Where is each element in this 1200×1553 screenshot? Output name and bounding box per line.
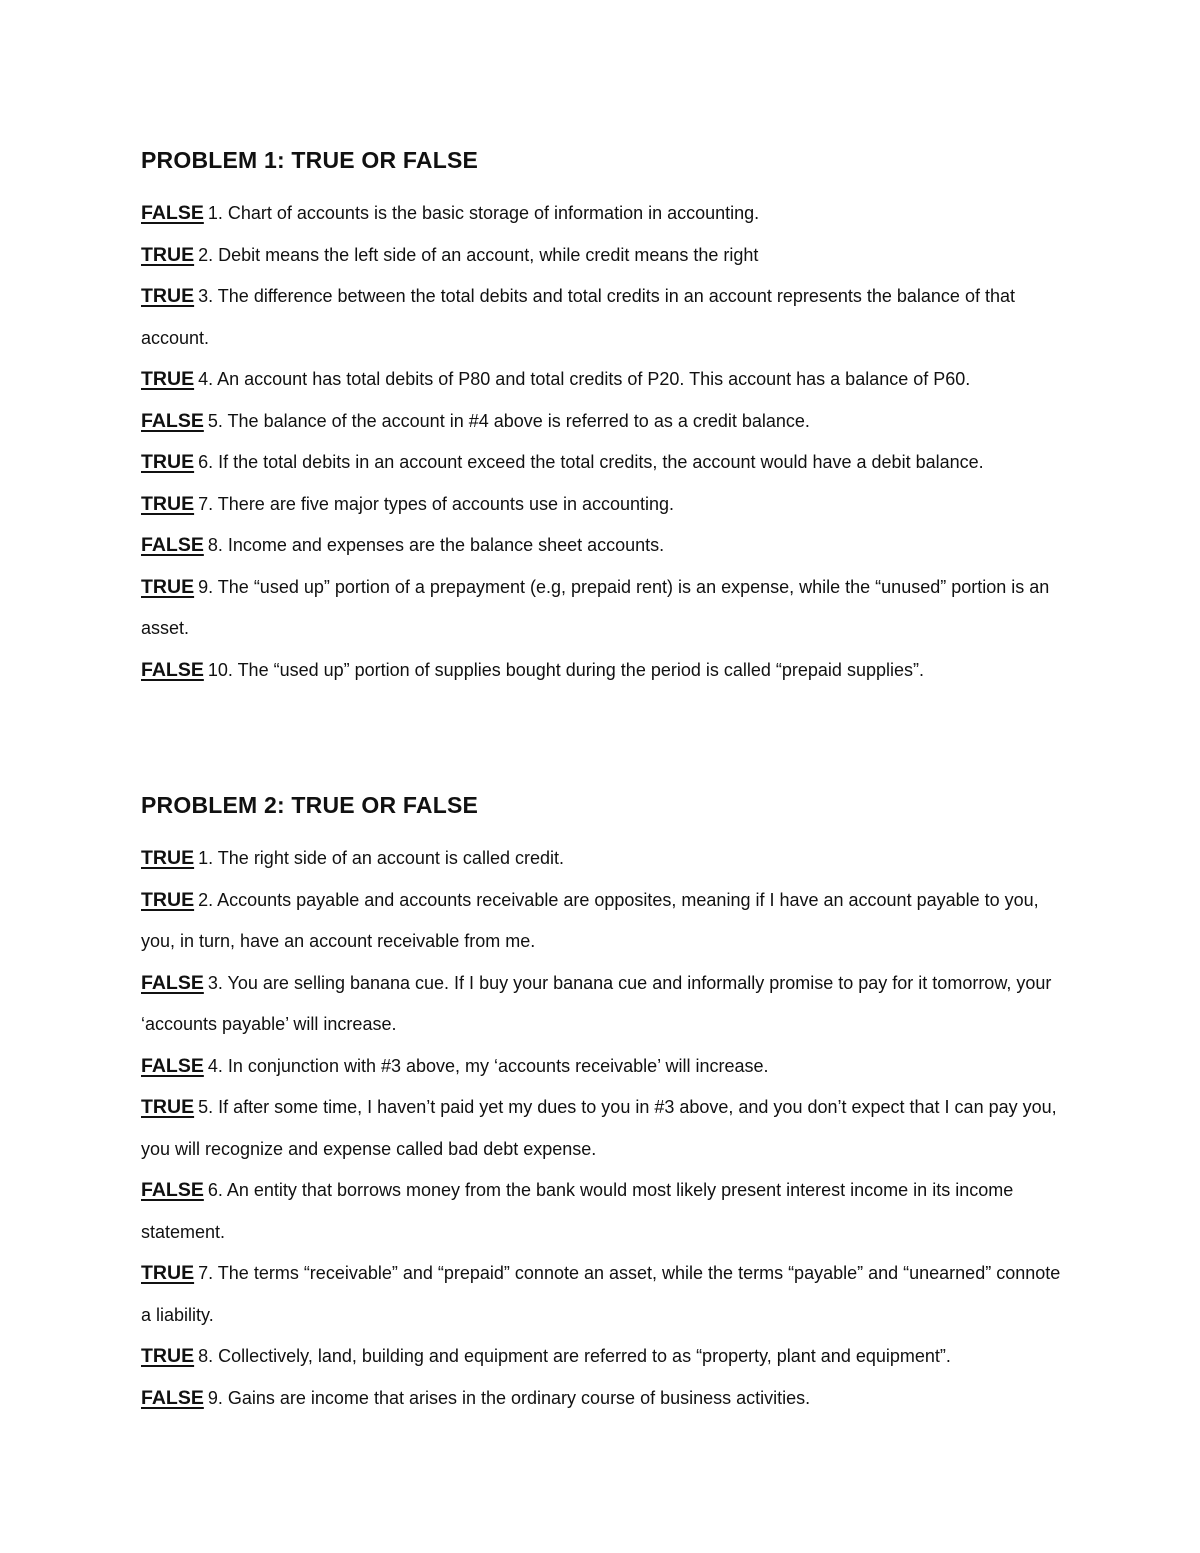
question-number: 5 . bbox=[208, 411, 228, 431]
question-item bbox=[141, 650, 1071, 692]
question-item bbox=[141, 525, 1071, 567]
question-text: Accounts payable and accounts receivable are opposites, meaning if I have an account payable to you, you, in turn, have an account receivable from me. bbox=[141, 889, 1039, 951]
question-number: 9 . bbox=[208, 1388, 228, 1408]
question-number: 7 . bbox=[198, 1263, 218, 1283]
answer-label: TRUE bbox=[141, 492, 195, 515]
question-item bbox=[141, 1087, 1071, 1170]
question-item bbox=[141, 1336, 1071, 1378]
answer-label: FALSE bbox=[141, 534, 204, 556]
question-number: 1 . bbox=[198, 848, 218, 868]
problem-2-section bbox=[141, 790, 1071, 1419]
question-text: The terms “receivable” and “prepaid” connote an asset, while the terms “payable” and “unearned” connote a liability. bbox=[141, 1263, 1061, 1325]
question-text: If the total debits in an account exceed the total credits, the account would have a debit balance. bbox=[218, 452, 984, 472]
problem-1-section bbox=[141, 145, 1071, 691]
question-number: 3 . bbox=[198, 286, 218, 306]
answer-label: FALSE bbox=[141, 202, 204, 224]
answer-label: TRUE bbox=[141, 451, 195, 473]
answer-label: FALSE bbox=[141, 658, 204, 681]
question-item bbox=[141, 193, 1071, 235]
question-number: 2 . bbox=[198, 245, 218, 265]
question-item bbox=[141, 276, 1071, 359]
question-number: 2 . bbox=[198, 890, 217, 910]
question-item bbox=[141, 401, 1071, 443]
question-item bbox=[141, 963, 1071, 1046]
question-text: If after some time, I haven’t paid yet my dues to you in #3 above, and you don’t expect that I can pay you, you will recognize and expense called bad debt expense. bbox=[141, 1097, 1057, 1159]
answer-label: FALSE bbox=[141, 971, 204, 994]
answer-label: TRUE bbox=[141, 847, 195, 869]
answer-label: TRUE bbox=[141, 285, 195, 307]
question-text: Collectively, land, building and equipment are referred to as “property, plant and equipment”. bbox=[218, 1346, 951, 1366]
question-text: Income and expenses are the balance sheet accounts. bbox=[227, 535, 665, 555]
answer-label: TRUE bbox=[141, 1345, 195, 1367]
question-text: In conjunction with #3 above, my ‘accounts receivable’ will increase. bbox=[227, 1055, 769, 1076]
question-list bbox=[141, 838, 1071, 1419]
question-text: The balance of the account in #4 above is referred to as a credit balance. bbox=[227, 410, 810, 431]
question-text: The “used up” portion of supplies bought during the period is called “prepaid supplies”. bbox=[237, 659, 924, 680]
answer-label: TRUE bbox=[141, 575, 195, 598]
question-text: The “used up” portion of a prepayment (e.g, prepaid rent) is an expense, while the “unused” portion is an asset. bbox=[141, 576, 1050, 638]
question-number: 10 . bbox=[208, 660, 238, 680]
question-number: 9 . bbox=[198, 577, 218, 597]
question-number: 6 . bbox=[198, 452, 218, 472]
question-text: Gains are income that arises in the ordinary course of business activities. bbox=[227, 1387, 811, 1408]
question-number: 4 . bbox=[198, 369, 217, 389]
section-heading: PROBLEM 2: TRUE OR FALSE bbox=[141, 792, 479, 818]
question-number: 8 . bbox=[208, 535, 228, 555]
question-number: 3 . bbox=[208, 973, 228, 993]
question-item bbox=[141, 359, 1071, 401]
question-item bbox=[141, 838, 1071, 880]
question-item bbox=[141, 1253, 1071, 1336]
question-text: Debit means the left side of an account, while credit means the right bbox=[218, 244, 759, 265]
question-number: 5 . bbox=[198, 1097, 218, 1117]
question-item bbox=[141, 567, 1071, 650]
answer-label: TRUE bbox=[141, 243, 195, 266]
answer-label: FALSE bbox=[141, 409, 204, 432]
question-item bbox=[141, 484, 1071, 526]
question-item bbox=[141, 442, 1071, 484]
answer-label: TRUE bbox=[141, 368, 195, 390]
question-text: The difference between the total debits and total credits in an account represents the balance of that account. bbox=[141, 286, 1015, 348]
question-text: There are five major types of accounts use in accounting. bbox=[217, 493, 675, 514]
question-number: 1 . bbox=[208, 203, 228, 223]
answer-label: TRUE bbox=[141, 1262, 195, 1284]
question-text: An account has total debits of P80 and total credits of P20. This account has a balance of P60. bbox=[217, 369, 971, 389]
section-heading: PROBLEM 1: TRUE OR FALSE bbox=[141, 147, 479, 173]
question-number: 6 . bbox=[208, 1180, 227, 1200]
question-number: 4 . bbox=[208, 1056, 228, 1076]
question-text: The right side of an account is called credit. bbox=[217, 848, 564, 868]
question-item bbox=[141, 1046, 1071, 1088]
question-item bbox=[141, 880, 1071, 963]
question-text: Chart of accounts is the basic storage of information in accounting. bbox=[227, 203, 760, 223]
question-item bbox=[141, 1378, 1071, 1420]
question-list bbox=[141, 193, 1071, 691]
question-item bbox=[141, 1170, 1071, 1253]
question-number: 8 . bbox=[198, 1346, 218, 1366]
answer-label: FALSE bbox=[141, 1179, 204, 1201]
question-number: 7 . bbox=[198, 494, 218, 514]
question-text: An entity that borrows money from the bank would most likely present interest income in its income statement. bbox=[141, 1180, 1014, 1242]
question-item bbox=[141, 235, 1071, 277]
answer-label: FALSE bbox=[141, 1386, 204, 1409]
question-text: You are selling banana cue. If I buy your banana cue and informally promise to pay for it tomorrow, your ‘accounts payable’ will increase. bbox=[141, 972, 1052, 1034]
answer-label: FALSE bbox=[141, 1054, 204, 1077]
answer-label: TRUE bbox=[141, 888, 195, 911]
answer-label: TRUE bbox=[141, 1096, 195, 1118]
